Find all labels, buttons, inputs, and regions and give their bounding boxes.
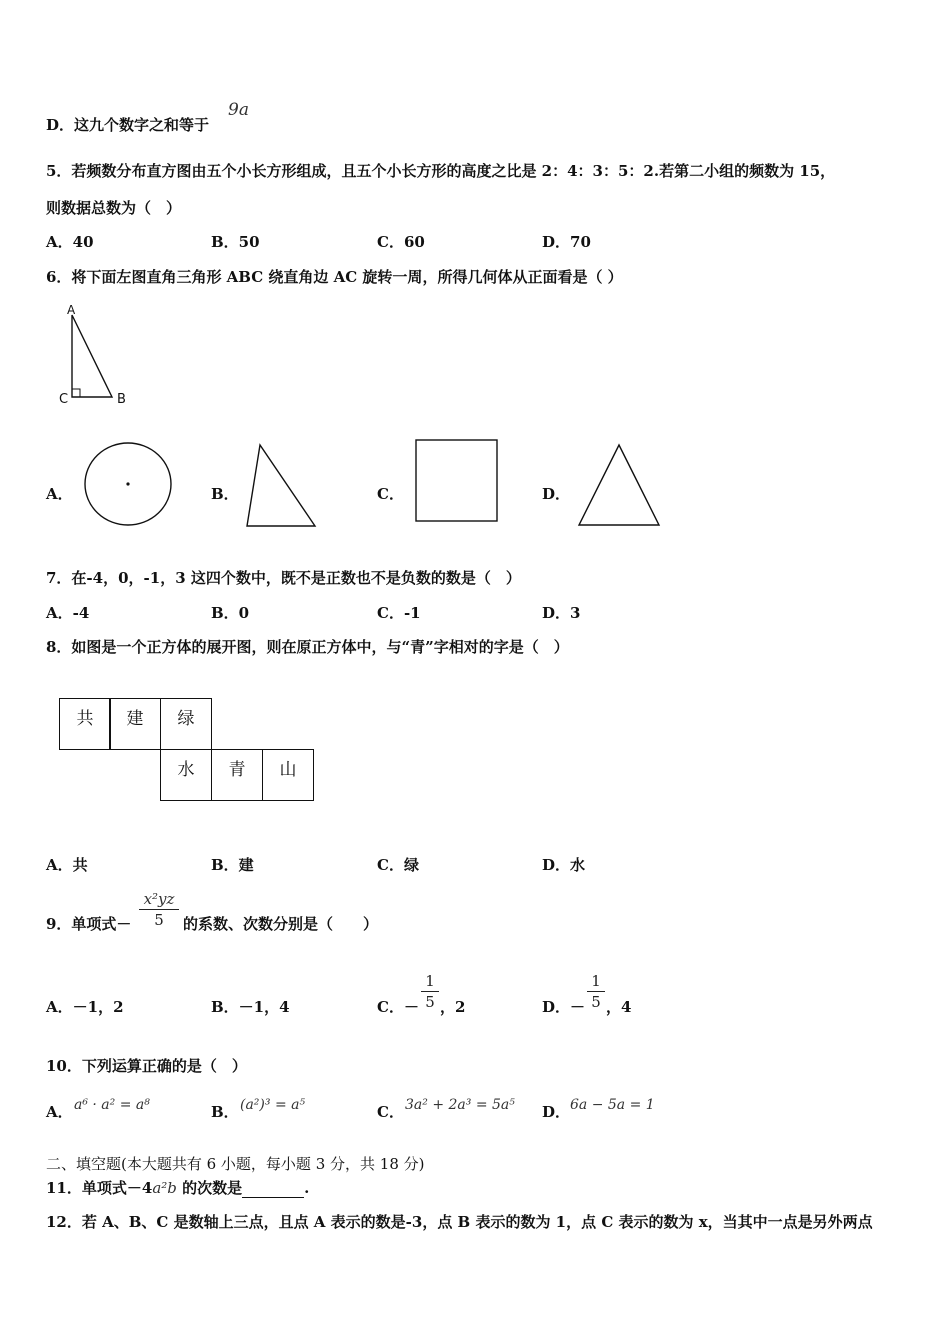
q9-option-d-fraction — [587, 972, 605, 1011]
q9-option-c-prefix: C．－ — [377, 998, 419, 1016]
q7-option-b: B．0 — [211, 604, 250, 622]
q6-option-b-triangle — [244, 441, 324, 531]
q4-option-d-math: 9a — [228, 100, 249, 120]
q5-stem-line2: 则数据总数为（ ） — [46, 199, 182, 217]
q4-option-d — [46, 115, 209, 135]
q8-option-c: C．绿 — [377, 856, 419, 874]
net-cell-shui: 水 — [160, 749, 212, 801]
q8-stem: 8．如图是一个正方体的展开图，则在原正方体中，与“青”字相对的字是（ ） — [46, 638, 569, 656]
q6-option-d-triangle — [576, 441, 666, 531]
q5-option-d: D．70 — [542, 233, 591, 251]
q11-suffix: 的次数是 — [176, 1179, 243, 1197]
triangle-label-a: A — [67, 303, 76, 317]
q9-option-c-fraction — [421, 972, 439, 1011]
net-cell-lv: 绿 — [160, 698, 212, 750]
triangle-label-b: B — [117, 392, 126, 407]
triangle-label-c: C — [59, 392, 69, 407]
q5-option-c: C．60 — [377, 233, 425, 251]
q7-option-a: A．-4 — [46, 604, 90, 622]
q6-option-b-label: B． — [211, 485, 239, 503]
q9-option-c-suffix: ，2 — [440, 998, 466, 1016]
q9-option-b: B．－1，4 — [211, 998, 290, 1016]
q9-option-d-suffix: ，4 — [606, 998, 632, 1016]
q7-option-c: C．-1 — [377, 604, 421, 622]
q5-option-a: A．40 — [46, 233, 94, 251]
q6-option-a-label: A． — [46, 485, 73, 503]
q7-option-d: D．3 — [542, 604, 581, 622]
q10-option-a-expr: a⁶ · a² = a⁸ — [74, 1097, 150, 1113]
q6-option-c-square — [414, 438, 500, 524]
q9-option-d-prefix: D．－ — [542, 998, 586, 1016]
q10-option-c-label: C． — [377, 1103, 404, 1121]
q11-line — [46, 1178, 309, 1198]
q9-option-d-num: 1 — [591, 972, 601, 990]
q5-stem-line1: 5．若频数分布直方图由五个小长方形组成，且五个小长方形的高度之比是 2：4：3：5：2.若第二小组的频数为 15， — [46, 162, 836, 180]
q12-stem: 12．若 A、B、C 是数轴上三点，且点 A 表示的数是-3，点 B 表示的数为 1，点 C 表示的数为 x，当其中一点是另外两点 — [46, 1213, 873, 1231]
q10-option-c-expr: 3a² + 2a³ = 5a⁵ — [405, 1097, 515, 1113]
q10-option-b-label: B． — [211, 1103, 239, 1121]
q10-option-d-expr: 6a − 5a = 1 — [570, 1097, 655, 1113]
q9-option-c-num: 1 — [425, 972, 435, 990]
q11-end: . — [304, 1179, 310, 1197]
q6-option-a-circle — [80, 440, 180, 530]
q9-stem-suffix: 的系数、次数分别是（ ） — [183, 915, 379, 933]
q6-stem: 6．将下面左图直角三角形 ABC 绕直角边 AC 旋转一周，所得几何体从正面看是（ ） — [46, 268, 623, 286]
q9-stem-fraction — [139, 890, 179, 929]
q9-option-d-den: 5 — [591, 993, 601, 1011]
q8-option-d: D．水 — [542, 856, 586, 874]
right-triangle-figure — [58, 305, 138, 405]
q9-stem-prefix: 9．单项式－ — [46, 915, 132, 933]
q8-option-b: B．建 — [211, 856, 254, 874]
q10-option-a-label: A． — [46, 1103, 73, 1121]
q7-stem: 7．在-4，0，-1，3 这四个数中，既不是正数也不是负数的数是（ ） — [46, 569, 521, 587]
q11-answer-blank — [242, 1183, 304, 1198]
net-cell-qing: 青 — [211, 749, 263, 801]
q9-option-c-den: 5 — [425, 993, 435, 1011]
net-cell-jian: 建 — [109, 698, 161, 750]
net-cell-gong: 共 — [59, 698, 111, 750]
q4-option-d-text: D．这九个数字之和等于 — [46, 116, 210, 134]
q9-option-a: A．－1，2 — [46, 998, 124, 1016]
q5-option-b: B．50 — [211, 233, 260, 251]
q10-stem: 10．下列运算正确的是（ ） — [46, 1057, 247, 1075]
q9-frac-num: x²yz — [143, 890, 175, 908]
q6-option-c-label: C． — [377, 485, 404, 503]
net-cell-shan: 山 — [262, 749, 314, 801]
q8-option-a: A．共 — [46, 856, 88, 874]
q6-option-d-label: D． — [542, 485, 571, 503]
section-2-heading: 二、填空题(本大题共有 6 小题，每小题 3 分，共 18 分) — [46, 1155, 425, 1173]
q10-option-b-expr: (a²)³ = a⁵ — [240, 1097, 306, 1113]
q11-math: a²b — [152, 1179, 177, 1197]
q10-option-d-label: D． — [542, 1103, 571, 1121]
q11-prefix: 11．单项式－4 — [46, 1179, 153, 1197]
q9-frac-den: 5 — [154, 911, 164, 929]
